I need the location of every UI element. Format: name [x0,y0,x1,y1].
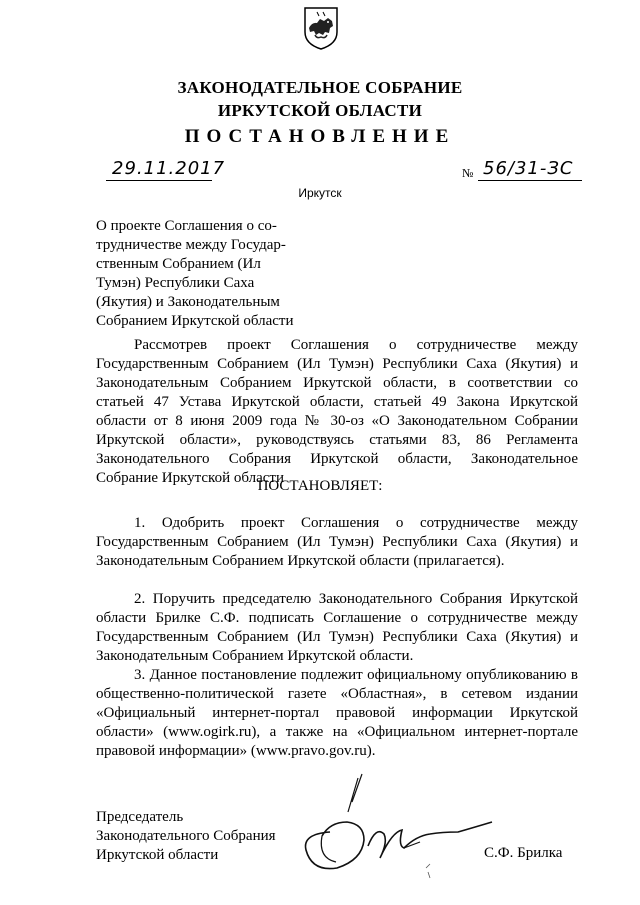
chairman-title-line: Председатель [96,809,184,825]
preamble-paragraph: Рассмотрев проект Соглашения о сотрудничестве между Государственным Собранием (Ил Тумэн) Республики Саха (Якутия) и Законодательным Собранием Иркутской области, в соответствии со статьей 47 Устава Иркутской области, статьей 49 Закона Иркутской области от 8 июня 2009 года № 30-оз «О Законодательном Собрании Иркутской области», руководствуясь статьями 83, 86 Регламента Законодательного Собрания Иркутской области, Законодательное Собрание Иркутской области [96,337,578,486]
subject-line: трудничестве между Государ- [96,237,286,253]
number-sign: № [462,166,474,180]
org-name-line1: ЗАКОНОДАТЕЛЬНОЕ СОБРАНИЕ [177,78,463,97]
org-name-line2: ИРКУТСКОЙ ОБЛАСТИ [217,101,423,120]
subject-line: (Якутия) и Законодательным [96,294,280,310]
decree-item-2: 2. Поручить председателю Законодательного Собрания Иркутской области Брилке С.Ф. подписать Соглашение о сотрудничестве между Государственным Собранием (Ил Тумэн) Республики Саха (Якутия) и Законодательным Собранием Иркутской области. [96,591,578,664]
document-number: 56/31-ЗС [483,158,574,179]
handwritten-signature-icon [292,762,522,902]
chairman-title [96,808,276,865]
signatory-name: С.Ф. Брилка [484,845,563,861]
subject-line: ственным Собранием (Ил [96,256,261,272]
subject-line: Тумэн) Республики Саха [96,275,255,291]
decree-heading: ПОСТАНОВЛЯЕТ: [257,478,383,494]
number-underline [478,180,582,181]
document-type-title: ПОСТАНОВЛЕНИЕ [184,126,456,147]
subject-line: Собранием Иркутской области [96,313,294,329]
document-subject [96,217,300,331]
chairman-title-line: Законодательного Собрания [96,828,276,844]
city-label: Иркутск [298,186,342,200]
decree-item-3: 3. Данное постановление подлежит официальному опубликованию в общественно-политической газете «Областная», в сетевом издании «Официальный интернет-портал правовой информации Иркутской области» (www.ogirk.ru), а также на «Официальном интернет-портале правовой информации» (www.pravo.gov.ru). [96,667,578,759]
chairman-title-line: Иркутской области [96,847,219,863]
date-underline [106,180,212,181]
coat-of-arms-icon [303,6,339,50]
decree-item-1: 1. Одобрить проект Соглашения о сотрудничестве между Государственным Собранием (Ил Тумэн) Республики Саха (Якутия) и Законодательным Собранием Иркутской области (прилагается). [96,515,578,569]
subject-line: О проекте Соглашения о со- [96,218,277,234]
document-date: 29.11.2017 [112,158,226,179]
